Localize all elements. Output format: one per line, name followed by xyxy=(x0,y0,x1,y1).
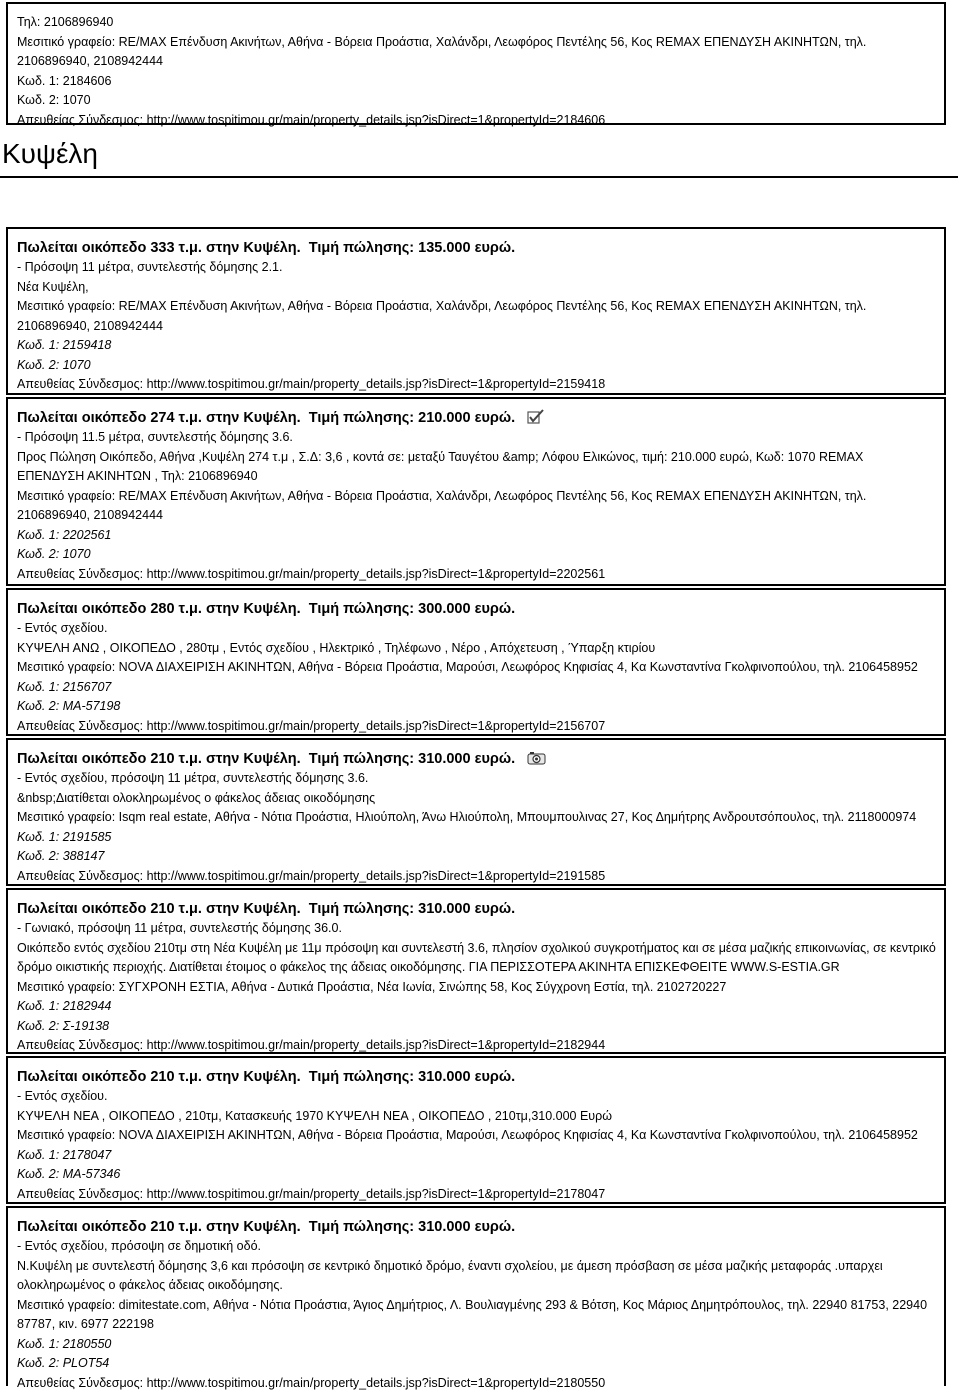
checkbox-icon xyxy=(527,409,545,425)
code1-line: Κωδ. 1: 2159418 xyxy=(17,336,944,356)
listing-title[interactable]: Πωλείται οικόπεδο 274 τ.μ. στην Κυψέλη. Τιμή πώλησης: 210.000 ευρώ. xyxy=(17,408,944,428)
listing-desc: N.Κυψέλη με συντελεστή δόμησης 3,6 και πρόσοψη σε κεντρικό δημοτικό δρόμο, έναντι σχολείου, με άμεση πρόσβαση σε μέσα μαζικής μεταφοράς .υπαρχει ολοκληρωμένος ο φάκελος άδειας οικοδόμησης. xyxy=(17,1257,936,1296)
code1-line: Κωδ. 1: 2184606 xyxy=(17,72,944,92)
direct-link[interactable]: Απευθείας Σύνδεσμος: http://www.tospitimou.gr/main/property_details.jsp?isDirect=1&propertyId=2156707 xyxy=(17,717,944,737)
listing-card xyxy=(6,888,946,1054)
listing-title[interactable]: Πωλείται οικόπεδο 280 τ.μ. στην Κυψέλη. Τιμή πώλησης: 300.000 ευρώ. xyxy=(17,599,944,619)
listing-desc: ΚΥΨΕΛΗ ΑΝΩ , ΟΙΚΟΠΕΔΟ , 280τμ , Εντός σχεδίου , Ηλεκτρικό , Τηλέφωνο , Νέρο , Απόχετευση , Ύπαρξη κτιρίου xyxy=(17,639,944,659)
listing-card xyxy=(6,1206,946,1386)
camera-icon xyxy=(527,750,547,766)
code2-line: Κωδ. 2: 1070 xyxy=(17,356,944,376)
agency-line: Μεσιτικό γραφείο: NOVA ΔΙΑΧΕΙΡΙΣΗ ΑΚΙΝΗΤΩΝ, Αθήνα - Βόρεια Προάστια, Μαρούσι, Λεωφόρος Κηφισίας 4, Κα Κωνσταντίνα Γκολφινοπούλου, τηλ. 2106458952 xyxy=(17,658,944,678)
listing-title[interactable]: Πωλείται οικόπεδο 210 τ.μ. στην Κυψέλη. Τιμή πώλησης: 310.000 ευρώ. xyxy=(17,749,944,769)
direct-link[interactable]: Απευθείας Σύνδεσμος: http://www.tospitimou.gr/main/property_details.jsp?isDirect=1&propertyId=2159418 xyxy=(17,375,944,395)
agency-line: Μεσιτικό γραφείο: RE/MAX Επένδυση Ακινήτων, Αθήνα - Βόρεια Προάστια, Χαλάνδρι, Λεωφόρος Πεντέλης 56, Κος REMAX ΕΠΕΝΔΥΣΗ ΑΚΙΝΗΤΩΝ, τηλ. xyxy=(17,487,944,507)
listing-card xyxy=(6,397,946,586)
listing-card xyxy=(6,588,946,736)
agency-line: Μεσιτικό γραφείο: RE/MAX Επένδυση Ακινήτων, Αθήνα - Βόρεια Προάστια, Χαλάνδρι, Λεωφόρος Πεντέλης 56, Κος REMAX ΕΠΕΝΔΥΣΗ ΑΚΙΝΗΤΩΝ, τηλ. xyxy=(17,33,944,53)
listing-desc: ΕΠΕΝΔΥΣΗ ΑΚΙΝΗΤΩΝ , Τηλ: 2106896940 xyxy=(17,467,944,487)
direct-link[interactable]: Απευθείας Σύνδεσμος: http://www.tospitimou.gr/main/property_details.jsp?isDirect=1&propertyId=2180550 xyxy=(17,1374,944,1393)
direct-link[interactable]: Απευθείας Σύνδεσμος: http://www.tospitimou.gr/main/property_details.jsp?isDirect=1&propertyId=2184606 xyxy=(17,111,944,131)
agency-line: Μεσιτικό γραφείο: dimitestate.com, Αθήνα - Νότια Προάστια, Άγιος Δημήτριος, Λ. Βουλιαγμένης 293 & Βότση, Κος Μάριος Δημητρόπουλος, τηλ. 22940 81753, 22940 87787, κιν. 6977 222198 xyxy=(17,1296,936,1335)
listing-title[interactable]: Πωλείται οικόπεδο 210 τ.μ. στην Κυψέλη. Τιμή πώλησης: 310.000 ευρώ. xyxy=(17,899,944,919)
code1-line: Κωδ. 1: 2178047 xyxy=(17,1146,944,1166)
code1-line: Κωδ. 1: 2156707 xyxy=(17,678,944,698)
code1-line: Κωδ. 1: 2191585 xyxy=(17,828,944,848)
listing-desc: - Εντός σχεδίου, πρόσοψη σε δημοτική οδό. xyxy=(17,1237,944,1257)
code1-line: Κωδ. 1: 2202561 xyxy=(17,526,944,546)
listing-desc: ΚΥΨΕΛΗ ΝΕΑ , ΟΙΚΟΠΕΔΟ , 210τμ, Κατασκευής 1970 ΚΥΨΕΛΗ ΝΕΑ , ΟΙΚΟΠΕΔΟ , 210τμ,310.000 Ευρώ xyxy=(17,1107,944,1127)
listing-desc: - Πρόσοψη 11.5 μέτρα, συντελεστής δόμησης 3.6. xyxy=(17,428,944,448)
section-title: Κυψέλη xyxy=(2,138,98,170)
section-divider xyxy=(0,176,958,178)
listing-title[interactable]: Πωλείται οικόπεδο 333 τ.μ. στην Κυψέλη. Τιμή πώλησης: 135.000 ευρώ. xyxy=(17,238,944,258)
listing-card xyxy=(6,1056,946,1204)
listing-card xyxy=(6,738,946,886)
code2-line: Κωδ. 2: 1070 xyxy=(17,91,944,111)
code2-line: Κωδ. 2: Σ-19138 xyxy=(17,1017,944,1037)
code2-line: Κωδ. 2: MA-57346 xyxy=(17,1165,944,1185)
code1-line: Κωδ. 1: 2180550 xyxy=(17,1335,944,1355)
phones-line: 2106896940, 2108942444 xyxy=(17,506,944,526)
listing-title[interactable]: Πωλείται οικόπεδο 210 τ.μ. στην Κυψέλη. Τιμή πώλησης: 310.000 ευρώ. xyxy=(17,1067,944,1087)
direct-link[interactable]: Απευθείας Σύνδεσμος: http://www.tospitimou.gr/main/property_details.jsp?isDirect=1&propertyId=2191585 xyxy=(17,867,944,887)
code2-line: Κωδ. 2: 388147 xyxy=(17,847,944,867)
phones-line: 2106896940, 2108942444 xyxy=(17,317,944,337)
tel-line: Τηλ: 2106896940 xyxy=(17,13,944,33)
listing-desc: - Γωνιακό, πρόσοψη 11 μέτρα, συντελεστής δόμησης 36.0. xyxy=(17,919,944,939)
code1-line: Κωδ. 1: 2182944 xyxy=(17,997,944,1017)
top-listing-box xyxy=(6,2,946,125)
listing-desc: &nbsp;Διατίθεται ολοκληρωμένος ο φάκελος άδειας οικοδόμησης xyxy=(17,789,944,809)
direct-link[interactable]: Απευθείας Σύνδεσμος: http://www.tospitimou.gr/main/property_details.jsp?isDirect=1&propertyId=2202561 xyxy=(17,565,944,585)
code2-line: Κωδ. 2: 1070 xyxy=(17,545,944,565)
listing-desc: Οικόπεδο εντός σχεδίου 210τμ στη Νέα Κυψέλη με 11μ πρόσοψη και συντελεστή 3.6, πλησίον σχολικού συγκροτήματος και σε μέσα μαζικής επικοινωνίας, σε κεντρικό δρόμο οικιστικής περιοχής. Διατίθεται έτοιμος ο φάκελος της άδειας οικοδόμησης. ΓΙΑ ΠΕΡΙΣΣΟΤΕΡΑ ΑΚΙΝΗΤΑ ΕΠΙΣΚΕΦΘΕΙΤΕ WWW.S-ESTIA.GR xyxy=(17,939,936,978)
code2-line: Κωδ. 2: PLOT54 xyxy=(17,1354,944,1374)
listing-desc: Προς Πώληση Οικόπεδο, Αθήνα ,Κυψέλη 274 τ.μ , Σ.Δ: 3,6 , κοντά σε: μεταξύ Ταυγέτου &amp; Λόφου Ελικώνος, τιμή: 210.000 ευρώ, Κωδ: 1070 REMAX xyxy=(17,448,944,468)
agency-line: Μεσιτικό γραφείο: RE/MAX Επένδυση Ακινήτων, Αθήνα - Βόρεια Προάστια, Χαλάνδρι, Λεωφόρος Πεντέλης 56, Κος REMAX ΕΠΕΝΔΥΣΗ ΑΚΙΝΗΤΩΝ, τηλ. xyxy=(17,297,944,317)
listing-desc: Νέα Κυψέλη, xyxy=(17,278,944,298)
agency-line: Μεσιτικό γραφείο: Isqm real estate, Αθήνα - Νότια Προάστια, Ηλιούπολη, Άνω Ηλιούπολη, Μπουμπουλινας 27, Κος Δημήτρης Ανδρουτσόπουλος, τηλ. 2118000974 xyxy=(17,808,944,828)
listing-title[interactable]: Πωλείται οικόπεδο 210 τ.μ. στην Κυψέλη. Τιμή πώλησης: 310.000 ευρώ. xyxy=(17,1217,944,1237)
phones-line: 2106896940, 2108942444 xyxy=(17,52,944,72)
agency-line: Μεσιτικό γραφείο: NOVA ΔΙΑΧΕΙΡΙΣΗ ΑΚΙΝΗΤΩΝ, Αθήνα - Βόρεια Προάστια, Μαρούσι, Λεωφόρος Κηφισίας 4, Κα Κωνσταντίνα Γκολφινοπούλου, τηλ. 2106458952 xyxy=(17,1126,944,1146)
agency-line: Μεσιτικό γραφείο: ΣΥΓΧΡΟΝΗ ΕΣΤΙΑ, Αθήνα - Δυτικά Προάστια, Νέα Ιωνία, Σινώπης 58, Κος Σύγχρονη Εστία, τηλ. 2102720227 xyxy=(17,978,944,998)
direct-link[interactable]: Απευθείας Σύνδεσμος: http://www.tospitimou.gr/main/property_details.jsp?isDirect=1&propertyId=2182944 xyxy=(17,1036,944,1056)
listing-desc: - Εντός σχεδίου. xyxy=(17,1087,944,1107)
listing-desc: - Πρόσοψη 11 μέτρα, συντελεστής δόμησης 2.1. xyxy=(17,258,944,278)
listing-desc: - Εντός σχεδίου, πρόσοψη 11 μέτρα, συντελεστής δόμησης 3.6. xyxy=(17,769,944,789)
listing-desc: - Εντός σχεδίου. xyxy=(17,619,944,639)
listing-card xyxy=(6,227,946,395)
direct-link[interactable]: Απευθείας Σύνδεσμος: http://www.tospitimou.gr/main/property_details.jsp?isDirect=1&propertyId=2178047 xyxy=(17,1185,944,1205)
code2-line: Κωδ. 2: MA-57198 xyxy=(17,697,944,717)
